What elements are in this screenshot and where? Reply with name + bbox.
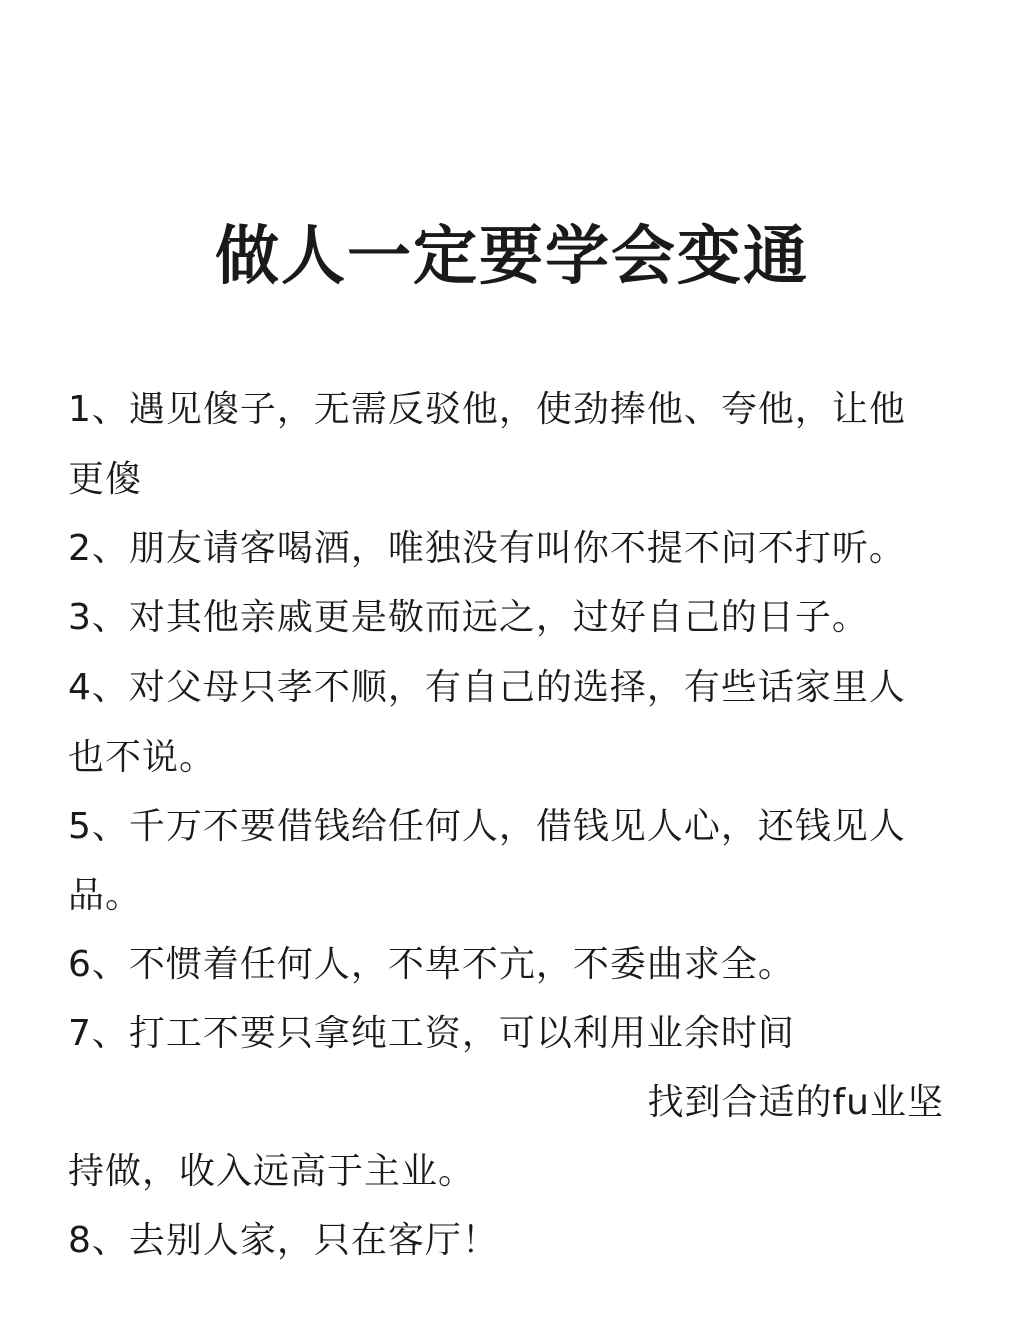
text-line: 品。: [68, 875, 143, 916]
text-line: 5、千万不要借钱给任何人，借钱见人心，还钱见人: [68, 806, 906, 847]
text-line: 持做，收入远高于主业。: [68, 1151, 476, 1192]
text-line: 6、不惯着任何人，不卑不亢，不委曲求全。: [68, 944, 795, 985]
text-line: 3、对其他亲戚更是敬而远之，过好自己的日子。: [68, 597, 869, 638]
text-line: 8、去别人家，只在客厅！: [68, 1220, 499, 1261]
text-line: 1、遇见傻子，无需反驳他，使劲捧他、夸他，让他: [68, 389, 906, 430]
text-line: 4、对父母只孝不顺，有自己的选择，有些话家里人: [68, 667, 906, 708]
page-title: 做人一定要学会变通: [215, 220, 809, 294]
text-line: 找到合适的fu业坚: [647, 1082, 944, 1123]
text-line: 7、打工不要只拿纯工资，可以利用业余时间: [68, 1013, 795, 1054]
text-line: 也不说。: [68, 737, 217, 778]
text-line: 更傻: [68, 459, 143, 500]
text-line: 2、朋友请客喝酒，唯独没有叫你不提不问不打听。: [68, 528, 906, 569]
